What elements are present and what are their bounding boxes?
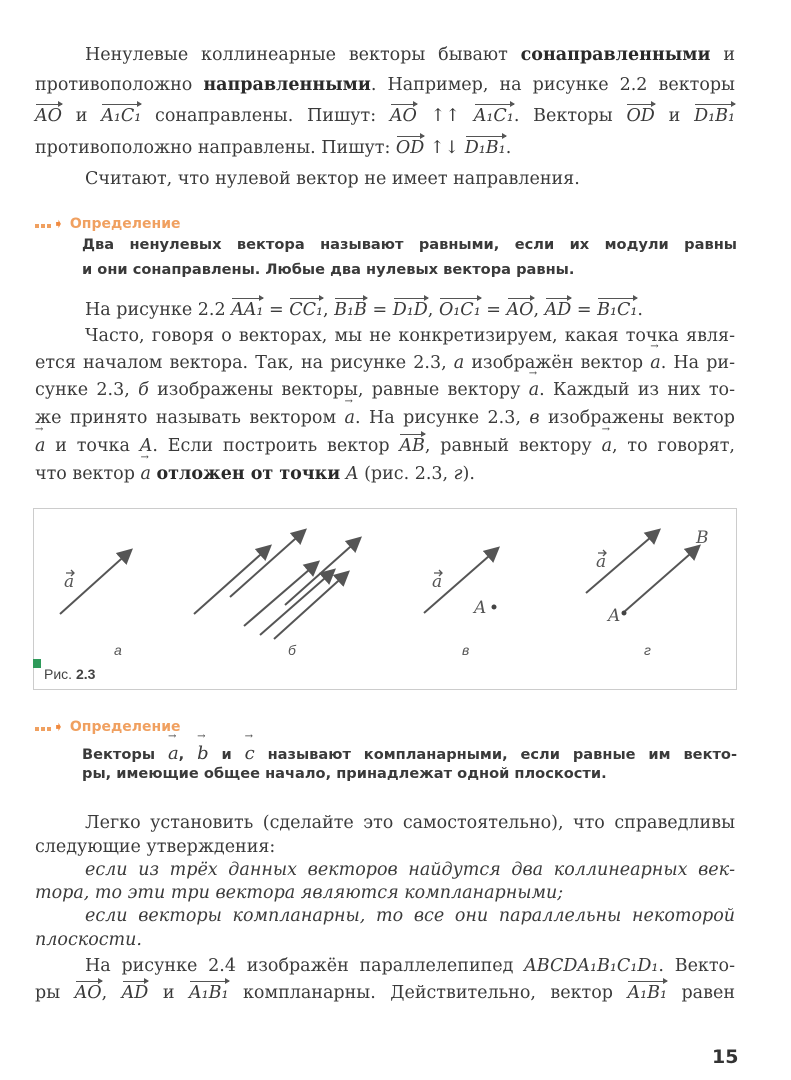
vector-notation: → a [140,461,150,484]
text-run: ↑↓ [424,138,465,158]
text-run: . Векторы [513,106,627,126]
vector-notation: AO [390,103,417,126]
point-b-label: B [696,528,709,548]
vector-notation: B₁C₁ [597,297,637,320]
text-line [35,979,735,1007]
text-run: и [62,106,102,126]
vector-notation: AD [122,980,149,1003]
caption-prefix: Рис. [44,666,73,682]
italic-text: A [345,464,359,484]
vector-notation: OD [396,135,424,158]
text-line [82,740,737,765]
text-run: изображён вектор [464,353,651,373]
vector-notation: A₁C₁ [101,103,141,126]
vector-notation: → b [197,740,209,763]
figure-2-3 [33,508,737,690]
text-run: На рисунке 2.4 изображён параллелепипед [85,956,525,976]
text-run: ↑↑ [416,106,474,126]
text-line [35,928,735,953]
text-run: (рис. 2.3, [358,464,454,484]
paragraph-collinear-vectors [35,40,735,194]
text-run: , [101,983,122,1003]
text-run: , [533,300,545,320]
text-run: . Каждый из них то- [539,380,736,400]
vector-notation: AB [399,433,425,456]
vector-label-a: a [596,552,607,572]
vector-notation: → a [35,433,45,456]
text-run: сунке 2.3, [35,380,139,400]
point-a [492,605,497,610]
point-a-label: A [608,606,621,626]
panel-label: б [288,642,296,658]
page-number: 15 [712,1046,739,1068]
vector-notation: → a [650,350,660,373]
vector-arrow [624,547,698,612]
vector-label-a: a [432,572,443,592]
text-line [35,164,735,194]
text-line [35,953,735,979]
vector-notation: AO [75,980,102,1003]
text-run: и [710,45,735,65]
text-run: Векторы [82,746,168,763]
vector-notation: → a [345,405,355,428]
text-run: Часто, говоря о векторах, мы не конкретизируем, какая точка явля- [85,326,735,346]
vector-notation: B₁B [334,297,367,320]
vector-notation: D₁D [393,297,428,320]
italic-text: A [139,436,153,456]
vector-notation: OD [626,103,654,126]
text-line [35,40,735,70]
text-line [35,70,735,100]
figure-marker [33,659,41,668]
definition-marker-icon: ➧ [35,719,64,735]
text-run: следующие утверждения: [35,837,276,857]
italic-text: в [529,408,540,428]
vector-notation: D₁B₁ [694,103,735,126]
text-run: , то говорят, [612,436,735,456]
text-run: Легко установить (сделайте это самостоятельно), что справедливы [85,813,735,833]
text-run: что вектор [35,464,141,484]
italic-text: если векторы компланарны, то все они параллельны некоторой [85,906,735,926]
text-line [35,905,735,928]
text-run: . Если построить вектор [152,436,400,456]
text-run: , [323,300,335,320]
vector-notation: → a [168,740,179,763]
text-run: = [571,300,598,320]
text-line [35,100,735,132]
text-run: равен [667,983,735,1003]
text-run: ). [462,464,475,484]
bold-term: сонаправленными [520,45,711,65]
text-run: противоположно направлены. Пишут: [35,138,396,158]
text-run: ется началом вектора. Так, на рисунке 2.3, [35,353,454,373]
panel-label: в [462,642,470,658]
text-run: сонаправлены. Пишут: [141,106,390,126]
text-line [35,323,735,350]
point-a [622,611,627,616]
text-run: = [480,300,507,320]
text-line [35,460,735,488]
definition-1-heading [35,216,181,232]
text-line [35,835,735,859]
text-run: и точка [45,436,140,456]
vector-notation: AO [507,297,534,320]
italic-text: а [453,353,465,373]
text-run: Считают, что нулевой вектор не имеет направления. [85,169,580,189]
text-run: . Например, на рисунке 2.2 векторы [370,75,735,95]
text-run: ры [35,983,75,1003]
definition-2-heading [35,719,181,735]
text-run: же принято называть вектором [35,408,345,428]
definition-marker-icon: ➧ [35,216,64,232]
vector-arrow [230,531,304,597]
text-run: изображены векторы, равные вектору [148,380,529,400]
panel-label: а [114,642,122,658]
text-line [35,350,735,377]
paragraph-coplanar-statements [35,811,735,1007]
text-run: , [178,746,198,763]
caption-number: 2.3 [75,666,96,682]
text-run: . [505,138,512,158]
definition-1-title: Определение [69,216,181,232]
text-run: и [654,106,695,126]
text-line [35,882,735,905]
vector-notation: AO [35,103,62,126]
text-run: и они сонаправлены. Любые два нулевых вектора равны. [82,261,575,278]
vector-notation: O₁C₁ [439,297,481,320]
text-line [82,261,737,286]
italic-text: тора, то эти три вектора являются компланарными; [35,883,564,903]
vector-notation: D₁B₁ [465,135,506,158]
definition-1-text [82,236,737,286]
vector-notation: → a [529,377,539,400]
text-run: изображены вектор [539,408,736,428]
text-line [35,859,735,882]
vector-label-a: a [64,572,75,592]
paragraph-equal-vectors [35,297,735,488]
text-line [35,811,735,835]
italic-text: г [453,464,463,484]
figure-caption [44,666,95,682]
text-line [82,765,737,790]
vector-notation: AA₁ [231,297,263,320]
text-line [35,132,735,164]
bold-term: направленными [203,75,371,95]
bold-term: отложен от точки [156,464,341,484]
vector-notation: CC₁ [289,297,323,320]
text-run: . На ри- [660,353,735,373]
italic-text: плоскости. [35,930,142,950]
italic-text: б [138,380,149,400]
definition-2-title: Определение [69,719,181,735]
text-run: . Векто- [658,956,735,976]
vector-notation: → a [602,433,612,456]
vector-notation: → c [245,740,255,763]
vector-notation: A₁B₁ [189,980,229,1003]
text-run: , [427,300,439,320]
text-line [35,297,735,323]
vector-notation: AD [545,297,572,320]
text-line [35,377,735,404]
text-run: = [263,300,290,320]
text-run: . На рисунке 2.3, [354,408,530,428]
vector-notation: A₁B₁ [627,980,667,1003]
text-run: называют компланарными, если равные им векто- [254,746,738,763]
text-run: компланарны. Действительно, вектор [228,983,628,1003]
text-line [35,404,735,432]
text-run: = [366,300,393,320]
vector-notation: A₁C₁ [474,103,514,126]
italic-text: если из трёх данных векторов найдутся два коллинеарных век- [85,860,735,880]
text-run: и [208,746,245,763]
text-run: противоположно [35,75,204,95]
text-run: , равный вектору [424,436,602,456]
text-run: . [637,300,643,320]
italic-text: ABCDA₁B₁C₁D₁ [524,956,659,976]
figure-vectors-drawing [34,509,736,689]
text-run: ры, имеющие общее начало, принадлежат одной плоскости. [82,765,607,782]
text-line [82,236,737,261]
definition-2-text [82,740,737,790]
text-run: На рисунке 2.2 [85,300,232,320]
panel-label: г [644,642,651,658]
point-a-label: A [474,598,487,618]
text-run: Ненулевые коллинеарные векторы бывают [85,45,521,65]
text-run: Два ненулевых вектора называют равными, если их модули равны [82,236,737,253]
text-run: и [148,983,189,1003]
vector-arrow [194,547,269,614]
